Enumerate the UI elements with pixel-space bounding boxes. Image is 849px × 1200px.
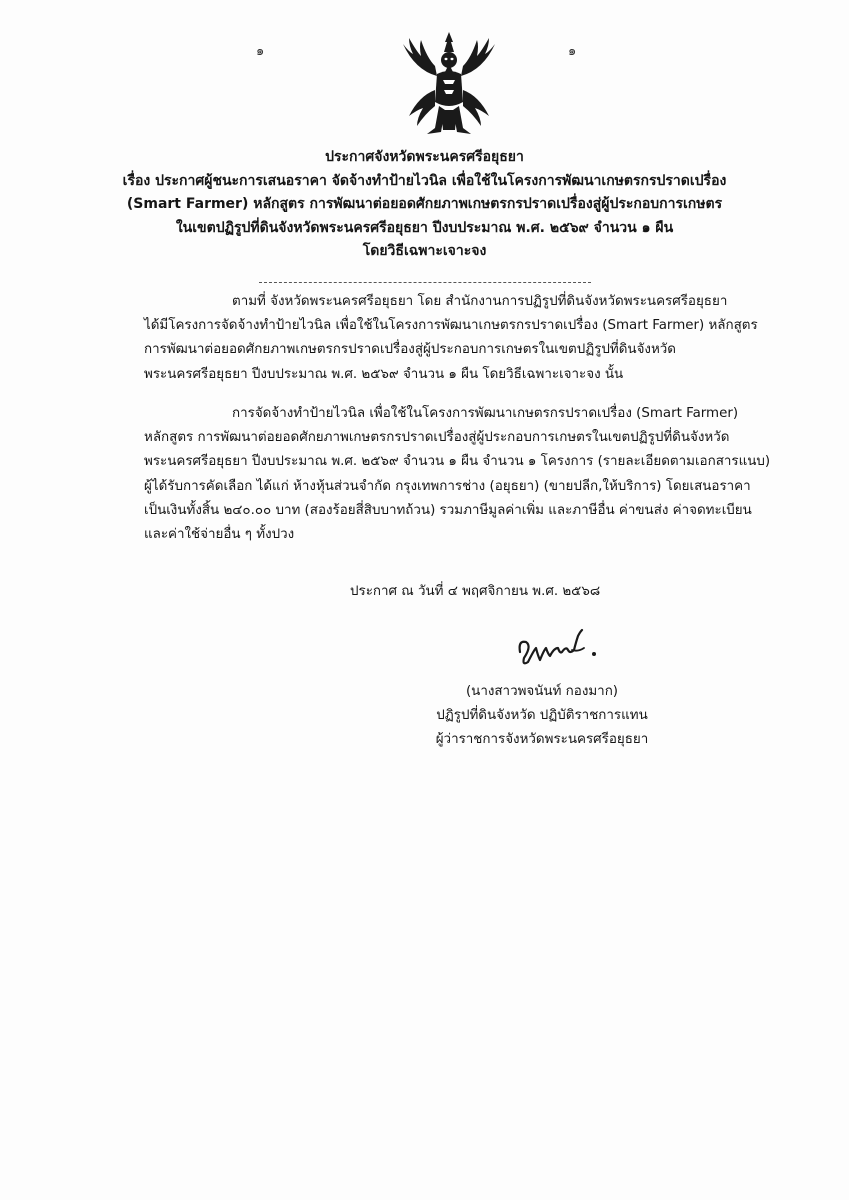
signer-name: (นางสาวพจนันท์ กองมาก) — [465, 684, 619, 699]
paragraph-2-line-4: ผู้ได้รับการคัดเลือก ได้แก่ ห้างหุ้นส่วนจำกัด กรุงเทพการช่าง (อยุธยา) (ขายปลีก,ให้บริการ) โดยเสนอราคา — [144, 478, 751, 494]
paragraph-1-line-3: การพัฒนาต่อยอดศักยภาพเกษตรกรปราดเปรื่องสู่ผู้ประกอบการเกษตรในเขตปฏิรูปที่ดินจังหวัด — [144, 342, 676, 358]
signer-position-1: ปฏิรูปที่ดินจังหวัด ปฏิบัติราชการแทน — [436, 708, 648, 723]
announcement-date: ประกาศ ณ วันที่ ๔ พฤศจิกายน พ.ศ. ๒๕๖๘ — [350, 584, 601, 599]
garuda-emblem-icon — [395, 30, 503, 140]
title-line-1: ประกาศจังหวัดพระนครศรีอยุธยา — [325, 149, 524, 165]
title-line-3: (Smart Farmer) หลักสูตร การพัฒนาต่อยอดศักยภาพเกษตรกรปราดเปรื่องสู่ผู้ประกอบการเกษตร — [126, 196, 723, 212]
paragraph-2-line-1: การจัดจ้างทำป้ายไวนิล เพื่อใช้ในโครงการพัฒนาเกษตรกรปราดเปรื่อง (Smart Farmer) — [232, 406, 739, 421]
title-line-4: ในเขตปฏิรูปที่ดินจังหวัดพระนครศรีอยุธยา ปีงบประมาณ พ.ศ. ๒๕๖๙ จำนวน ๑ ผืน — [175, 219, 674, 236]
signature-icon — [514, 622, 604, 672]
paragraph-1-line-2: ได้มีโครงการจัดจ้างทำป้ายไวนิล เพื่อใช้ในโครงการพัฒนาเกษตรกรปราดเปรื่อง (Smart Farmer) หลักสูตร — [144, 318, 758, 334]
paragraph-2-line-3: พระนครศรีอยุธยา ปีงบประมาณ พ.ศ. ๒๕๖๙ จำนวน ๑ ผืน จำนวน ๑ โครงการ (รายละเอียดตามเอกสารแนบ) — [144, 454, 771, 470]
paragraph-2-line-6: และค่าใช้จ่ายอื่น ๆ ทั้งปวง — [144, 527, 295, 543]
announcement-title — [100, 146, 749, 264]
paragraph-2-line-5: เป็นเงินทั้งสิ้น ๒๔๐.๐๐ บาท (สองร้อยสี่สิบบาทถ้วน) รวมภาษีมูลค่าเพิ่ม และภาษีอื่น ค่าขนส่ง ค่าจดทะเบียน — [144, 502, 752, 518]
paragraph-1-line-1: ตามที่ จังหวัดพระนครศรีอยุธยา โดย สำนักงานการปฏิรูปที่ดินจังหวัดพระนครศรีอยุธยา — [232, 294, 728, 309]
page-mark-right: ๑ — [568, 44, 577, 59]
paragraph-2-line-2: หลักสูตร การพัฒนาต่อยอดศักยภาพเกษตรกรปราดเปรื่องสู่ผู้ประกอบการเกษตรในเขตปฏิรูปที่ดินจังหวัด — [144, 430, 730, 446]
title-line-2: เรื่อง ประกาศผู้ชนะการเสนอราคา จัดจ้างทำป้ายไวนิล เพื่อใช้ในโครงการพัฒนาเกษตรกรปราดเปรื่อง — [122, 172, 727, 189]
signer-block — [364, 680, 720, 752]
paragraph-2 — [144, 402, 771, 547]
title-line-5: โดยวิธีเฉพาะเจาะจง — [362, 243, 487, 259]
separator-line — [259, 282, 591, 283]
page-mark-left: ๑ — [256, 44, 265, 59]
paragraph-1 — [144, 290, 758, 387]
paragraph-1-line-4: พระนครศรีอยุธยา ปีงบประมาณ พ.ศ. ๒๕๖๙ จำนวน ๑ ผืน โดยวิธีเฉพาะเจาะจง นั้น — [144, 366, 624, 382]
signer-position-2: ผู้ว่าราชการจังหวัดพระนครศรีอยุธยา — [435, 732, 649, 747]
